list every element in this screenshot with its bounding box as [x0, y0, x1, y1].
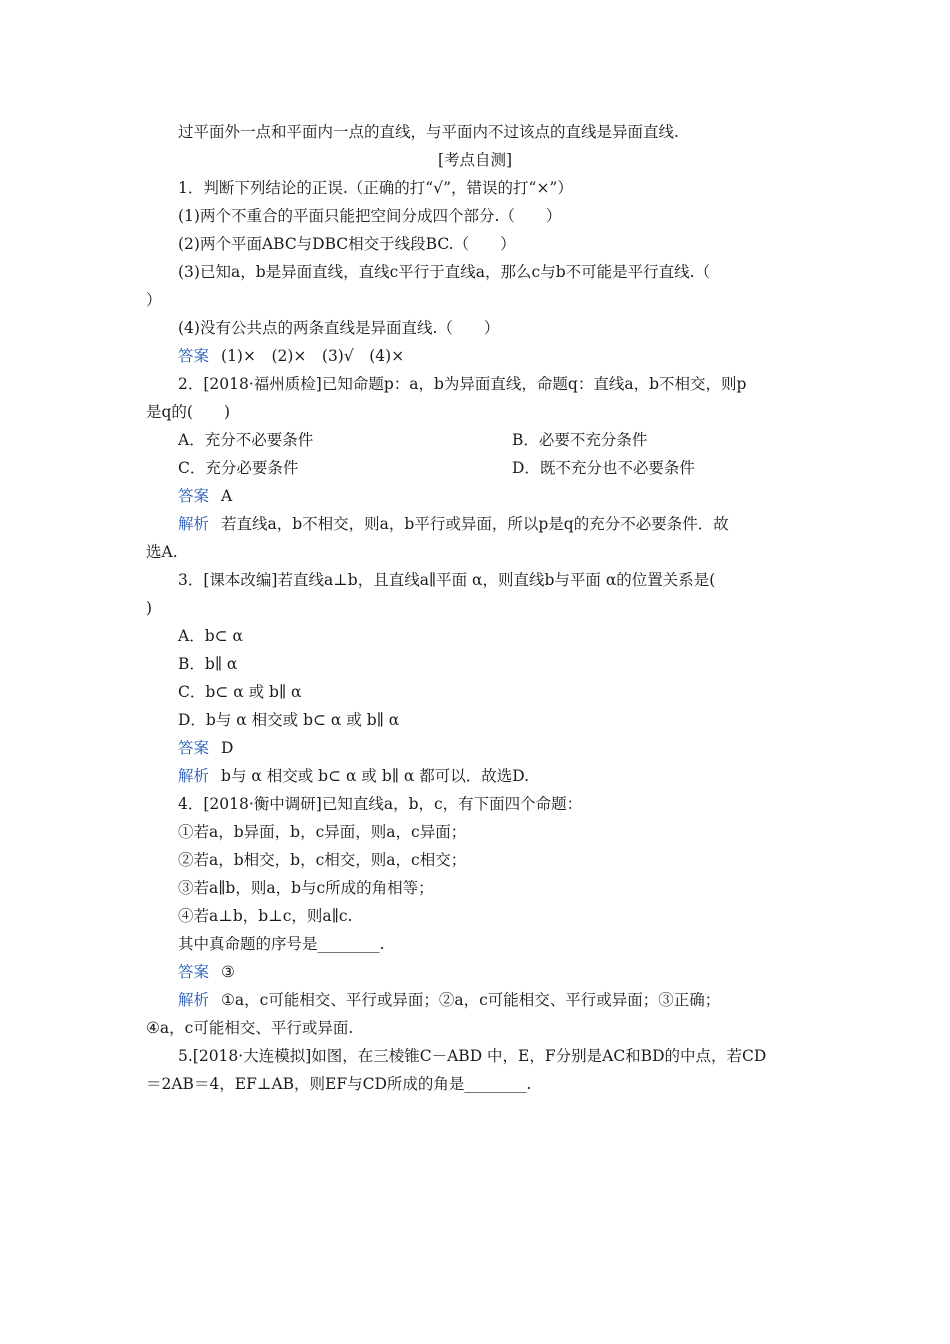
q3-option-c: C．b⊂ α 或 b∥ α [178, 683, 302, 701]
q1-answer-text: (1)× (2)× (3)√ (4)× [221, 347, 405, 365]
q4-stem: 4．[2018·衡中调研]已知直线a，b，c，有下面四个命题： [178, 795, 583, 813]
q3-option-a: A．b⊂ α [178, 627, 243, 645]
q2-answer [178, 485, 232, 507]
q1-statement-4: (4)没有公共点的两条直线是异面直线.（ ） [178, 319, 500, 337]
q5-stem-cont: ＝2AB＝4，EF⊥AB，则EF与CD所成的角是________. [146, 1075, 532, 1093]
q2-options-row-2 [178, 457, 878, 479]
q4-proposition-4: ④若a⊥b，b⊥c，则a∥c. [178, 907, 353, 925]
q4-proposition-2: ②若a，b相交，b，c相交，则a，c相交； [178, 851, 467, 869]
q3-option-d: D．b与 α 相交或 b⊂ α 或 b∥ α [178, 711, 400, 729]
answer-label: 答案 [178, 487, 210, 505]
q2-options-row-1 [178, 429, 878, 451]
analysis-label: 解析 [178, 991, 210, 1009]
q4-analysis-text: ①a，c可能相交、平行或异面；②a，c可能相交、平行或异面；③正确； [221, 991, 721, 1009]
q1-stem: 1．判断下列结论的正误.（正确的打“√”，错误的打“×”） [178, 179, 573, 197]
q3-analysis-text: b与 α 相交或 b⊂ α 或 b∥ α 都可以．故选D. [221, 767, 530, 785]
q2-analysis [178, 513, 729, 535]
analysis-label: 解析 [178, 515, 210, 533]
answer-label: 答案 [178, 963, 210, 981]
q4-answer [178, 961, 235, 983]
answer-label: 答案 [178, 739, 210, 757]
q3-stem: 3．[课本改编]若直线a⊥b，且直线a∥平面 α，则直线b与平面 α的位置关系是( [178, 571, 716, 589]
section-title: [考点自测] [437, 151, 513, 169]
q2-stem-cont: 是q的( ) [146, 403, 231, 421]
q1-statement-1: (1)两个不重合的平面只能把空间分成四个部分.（ ） [178, 207, 562, 225]
q4-proposition-3: ③若a∥b，则a，b与c所成的角相等； [178, 879, 434, 897]
q2-option-d: D．既不充分也不必要条件 [512, 459, 695, 477]
q2-answer-text: A [221, 487, 233, 505]
q5-stem: 5.[2018·大连模拟]如图，在三棱锥C－ABD 中，E，F分别是AC和BD的中点，若CD [178, 1047, 767, 1065]
analysis-label: 解析 [178, 767, 210, 785]
intro-text: 过平面外一点和平面内一点的直线，与平面内不过该点的直线是异面直线. [178, 123, 679, 141]
q1-statement-3-cont: ） [146, 291, 162, 309]
q4-proposition-1: ①若a，b异面，b，c异面，则a，c异面； [178, 823, 467, 841]
q2-stem: 2．[2018·福州质检]已知命题p：a，b为异面直线，命题q：直线a，b不相交，则p [178, 375, 747, 393]
q1-statement-3: (3)已知a，b是异面直线，直线c平行于直线a，那么c与b不可能是平行直线.（ [178, 263, 711, 281]
q3-stem-cont: ) [146, 599, 153, 617]
q4-analysis-cont: ④a，c可能相交、平行或异面. [146, 1019, 354, 1037]
q4-question: 其中真命题的序号是________. [178, 935, 385, 953]
q2-option-b: B．必要不充分条件 [512, 431, 648, 449]
q3-answer [178, 737, 233, 759]
q2-option-c: C．充分必要条件 [178, 459, 299, 477]
q1-statement-2: (2)两个平面ABC与DBC相交于线段BC.（ ） [178, 235, 516, 253]
q4-analysis [178, 989, 720, 1011]
q2-analysis-cont: 选A. [146, 543, 178, 561]
q2-option-a: A．充分不必要条件 [178, 431, 314, 449]
q1-answer [178, 345, 404, 367]
q3-analysis [178, 765, 529, 787]
q4-answer-text: ③ [221, 963, 235, 981]
q3-answer-text: D [221, 739, 234, 757]
answer-label: 答案 [178, 347, 210, 365]
q3-option-b: B．b∥ α [178, 655, 238, 673]
q2-analysis-text: 若直线a，b不相交，则a，b平行或异面，所以p是q的充分不必要条件．故 [221, 515, 729, 533]
